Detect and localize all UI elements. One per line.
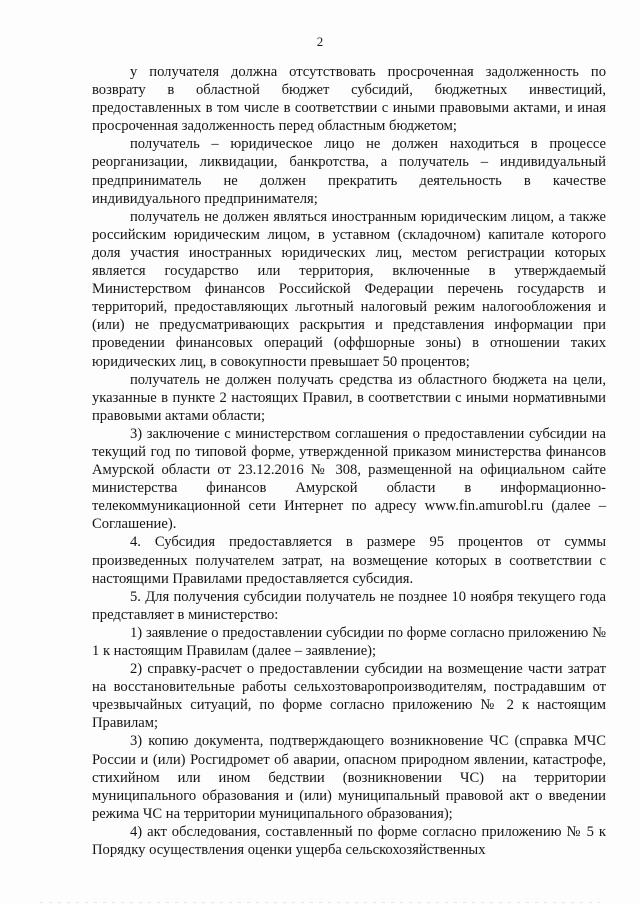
- scan-edge-mark: [40, 902, 600, 903]
- paragraph-subsidy-amount: 4. Субсидия предоставляется в размере 95 процентов от суммы произведенных получателем затрат, на возмещение которых в соответствии с настоящими Правилами предоставляется субсидия.: [92, 534, 606, 587]
- page-number: 2: [316, 34, 324, 49]
- paragraph-calculation: 2) справку-расчет о предоставлении субсидии на возмещение части затрат на восстановительные работы сельхозтоваропроизводителям, пострадавшим от чрезвычайных ситуаций, по форме согласно приложению № 2 к настоящим Правилам;: [92, 661, 606, 732]
- paragraph-no-reorganization: получатель – юридическое лицо не должен находиться в процессе реорганизации, ликвидации, банкротства, а получатель – индивидуальный предприниматель не должен прекратить деятельность в качестве индивидуального предпринимателя;: [92, 136, 606, 207]
- paragraph-no-other-funds: получатель не должен получать средства из областного бюджета на цели, указанные в пункте 2 настоящих Правил, в соответствии с иными нормативными правовыми актами области;: [92, 371, 606, 424]
- paragraph-no-foreign-entity: получатель не должен являться иностранным юридическим лицом, а также российским юридическим лицом, в уставном (складочном) капитале которого доля участия иностранных юридических лиц, местом регистрации которых является государство или территория, включенные в утверждаемый Министерством финансов Российской Федерации перечень государств и территорий, предоставляющих льготный налоговый режим налогообложения и (или) не предусматривающих раскрытия и представления информации при проведении финансовых операций (оффшорные зоны) в отношении таких юридических лиц, в совокупности превышает 50 процентов;: [92, 208, 606, 370]
- paragraph-inspection-act: 4) акт обследования, составленный по форме согласно приложению № 5 к Порядку осуществления оценки ущерба сельскохозяйственных: [92, 823, 606, 859]
- paragraph-agreement: 3) заключение с министерством соглашения о предоставлении субсидии на текущий год по типовой форме, утвержденной приказом министерства финансов Амурской области от 23.12.2016 № 308, размещенной на официальном сайте министерства финансов Амурской области в информационно-телекоммуникационной сети Интернет по адресу www.fin.amurobl.ru (далее – Соглашение).: [92, 425, 606, 533]
- paragraph-application: 1) заявление о предоставлении субсидии по форме согласно приложению № 1 к настоящим Правилам (далее – заявление);: [92, 624, 606, 659]
- paragraph-documents-intro: 5. Для получения субсидии получатель не позднее 10 ноября текущего года представляет в министерство:: [92, 588, 606, 623]
- paragraph-emergency-document: 3) копию документа, подтверждающего возникновение ЧС (справка МЧС России и (или) Росгидромет об аварии, опасном природном явлении, катастрофе, стихийном или ином бедствии (возникновении ЧС) на территории муниципального образования и (или) муниципальный правовой акт о введении режима ЧС на территории муниципального образования);: [92, 733, 606, 822]
- document-body: [92, 63, 606, 859]
- paragraph-no-overdue-debt: у получателя должна отсутствовать просроченная задолженность по возврату в областной бюджет субсидий, бюджетных инвестиций, предоставленных в том числе в соответствии с иными правовыми актами, и иная просроченная задолженность перед областным бюджетом;: [92, 64, 606, 135]
